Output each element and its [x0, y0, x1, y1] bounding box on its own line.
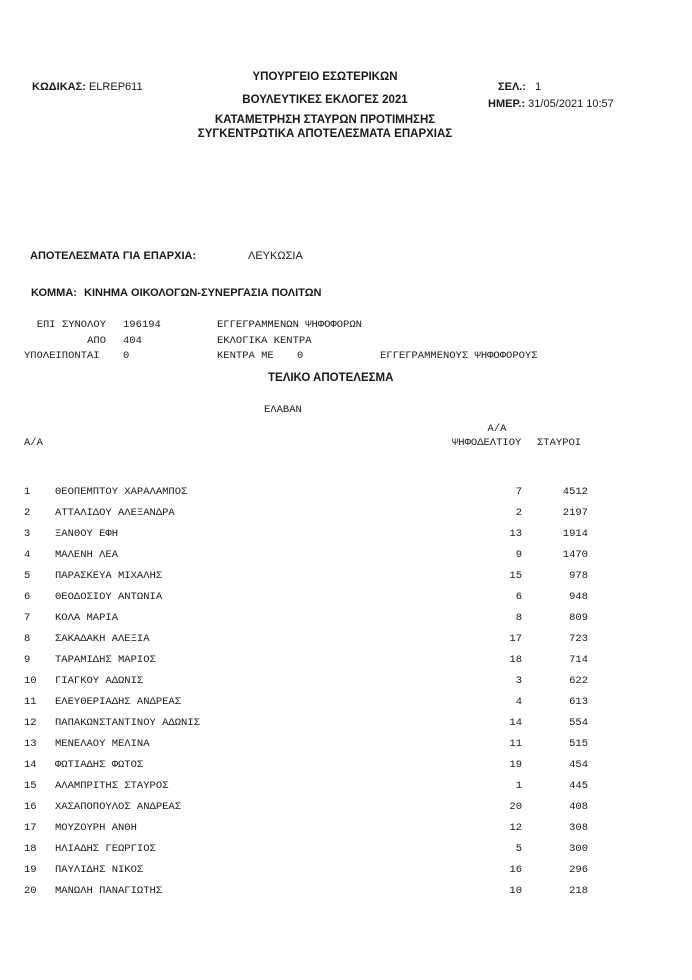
candidate-name: ΜΑΛΕΝΗ ΛΕΑ	[55, 549, 119, 561]
table-row	[0, 885, 692, 901]
date-field	[488, 98, 614, 110]
ballot-number: 12	[509, 822, 522, 834]
candidate-name: ΑΤΤΑΛΙΔΟΥ ΑΛΕΞΑΝΔΡΑ	[55, 507, 175, 519]
table-row	[0, 507, 692, 523]
code-value: ELREP611	[88, 81, 143, 93]
candidate-name: ΧΑΣΑΠΟΠΟΥΛΟΣ ΑΝΔΡΕΑΣ	[55, 801, 182, 813]
candidate-name: ΦΩΤΙΑΔΗΣ ΦΩΤΟΣ	[55, 759, 144, 771]
candidate-name: ΓΙΑΓΚΟΥ ΑΔΩΝΙΣ	[55, 675, 144, 687]
ballot-number: 4	[515, 696, 522, 708]
row-index: 16	[24, 801, 37, 813]
row-index: 12	[24, 717, 37, 729]
row-index: 15	[24, 780, 37, 792]
report-title: ΚΑΤΑΜΕΤΡΗΣΗ ΣΤΑΥΡΩΝ ΠΡΟΤΙΜΗΣΗΣ	[214, 114, 436, 126]
row-index: 20	[24, 885, 37, 897]
cross-count: 296	[569, 864, 588, 876]
candidate-name: ΚΟΛΑ ΜΑΡΙΑ	[55, 612, 119, 624]
candidate-name: ΘΕΟΔΟΣΙΟΥ ΑΝΤΩΝΙΑ	[55, 591, 163, 603]
candidate-name: ΕΛΕΥΘΕΡΙΑΔΗΣ ΑΝΔΡΕΑΣ	[55, 696, 182, 708]
table-row	[0, 801, 692, 817]
row-index: 1	[24, 486, 31, 498]
row-index: 14	[24, 759, 37, 771]
ballot-number: 6	[515, 591, 522, 603]
candidate-name: ΑΛΑΜΠΡΙΤΗΣ ΣΤΑΥΡΟΣ	[55, 780, 169, 792]
remaining-desc: ΚΕΝΤΡΑ ΜΕ	[217, 350, 274, 362]
party-value: ΚΙΝΗΜΑ ΟΙΚΟΛΟΓΩΝ-ΣΥΝΕΡΓΑΣΙΑ ΠΟΛΙΤΩΝ	[84, 287, 322, 299]
table-row	[0, 654, 692, 670]
report-subtitle: ΣΥΓΚΕΝΤΡΩΤΙΚΑ ΑΠΟΤΕΛΕΣΜΑΤΑ ΕΠΑΡΧΙΑΣ	[197, 128, 453, 140]
page-field	[498, 81, 541, 93]
received-label: ΕΛΑΒΑΝ	[264, 404, 302, 416]
ballot-number: 16	[509, 864, 522, 876]
ballot-number: 19	[509, 759, 522, 771]
remaining-label: ΥΠΟΛΕΙΠΟΝΤΑΙ	[24, 350, 100, 362]
district-label: ΑΠΟΤΕΛΕΣΜΑΤΑ ΓΙΑ ΕΠΑΡΧΙΑ:	[30, 250, 197, 262]
candidate-name: ΜΑΝΩΛΗ ΠΑΝΑΓΙΩΤΗΣ	[55, 885, 163, 897]
cross-count: 408	[569, 801, 588, 813]
row-index: 9	[24, 654, 31, 666]
date-value: 31/05/2021 10:57	[528, 98, 614, 110]
page-label: ΣΕΛ.:	[498, 81, 526, 93]
ballot-number: 1	[515, 780, 522, 792]
ballot-number: 2	[515, 507, 522, 519]
ballot-number: 13	[509, 528, 522, 540]
cross-count: 300	[569, 843, 588, 855]
table-row	[0, 549, 692, 565]
page-number: 1	[535, 81, 542, 93]
candidate-name: ΠΑΠΑΚΩΝΣΤΑΝΤΙΝΟΥ ΑΔΩΝΙΣ	[55, 717, 200, 729]
candidate-name: ΤΑΡΑΜΙΔΗΣ ΜΑΡΙΟΣ	[55, 654, 156, 666]
election-title: ΒΟΥΛΕΥΤΙΚΕΣ ΕΚΛΟΓΕΣ 2021	[242, 94, 408, 106]
cross-count: 613	[569, 696, 588, 708]
table-row	[0, 717, 692, 733]
from-label: ΑΠΟ	[87, 335, 106, 347]
candidate-name: ΜΕΝΕΛΑΟΥ ΜΕΛΙΝΑ	[55, 738, 150, 750]
cross-count: 454	[569, 759, 588, 771]
ballot-number: 20	[509, 801, 522, 813]
row-index: 5	[24, 570, 31, 582]
cross-count: 723	[569, 633, 588, 645]
ballot-number: 15	[509, 570, 522, 582]
date-label: ΗΜΕΡ.:	[488, 98, 526, 110]
col-code-top: Α/Α	[487, 423, 507, 435]
total-label: ΕΠΙ ΣΥΝΟΛΟΥ	[36, 319, 106, 331]
cross-count: 308	[569, 822, 588, 834]
cross-count: 515	[569, 738, 588, 750]
ballot-number: 17	[509, 633, 522, 645]
table-row	[0, 591, 692, 607]
candidate-name: ΣΑΚΑΔΑΚΗ ΑΛΕΞΙΑ	[55, 633, 150, 645]
ballot-number: 9	[515, 549, 522, 561]
from-value: 404	[123, 335, 142, 347]
cross-count: 218	[569, 885, 588, 897]
row-index: 8	[24, 633, 31, 645]
row-index: 4	[24, 549, 31, 561]
col-index-header: Α/Α	[24, 437, 43, 449]
district-value: ΛΕΥΚΩΣΙΑ	[248, 250, 303, 262]
cross-count: 978	[569, 570, 588, 582]
row-index: 19	[24, 864, 37, 876]
table-row	[0, 486, 692, 502]
table-row	[0, 738, 692, 754]
table-row	[0, 759, 692, 775]
ballot-number: 14	[509, 717, 522, 729]
table-row	[0, 675, 692, 691]
row-index: 3	[24, 528, 31, 540]
cross-count: 948	[569, 591, 588, 603]
table-row	[0, 843, 692, 859]
cross-count: 554	[569, 717, 588, 729]
row-index: 10	[24, 675, 37, 687]
final-result-title: ΤΕΛΙΚΟ ΑΠΟΤΕΛΕΣΜΑ	[268, 372, 394, 384]
table-row	[0, 528, 692, 544]
code-label: ΚΩΔΙΚΑΣ:	[32, 81, 86, 93]
ministry-title: ΥΠΟΥΡΓΕΙΟ ΕΣΩΤΕΡΙΚΩΝ	[252, 71, 398, 83]
table-row	[0, 696, 692, 712]
candidate-name: ΠΑΡΑΣΚΕΥΑ ΜΙΧΑΛΗΣ	[55, 570, 163, 582]
cross-count: 1470	[562, 549, 588, 561]
row-index: 17	[24, 822, 37, 834]
table-row	[0, 570, 692, 586]
ballot-number: 8	[515, 612, 522, 624]
row-index: 2	[24, 507, 31, 519]
ballot-number: 7	[515, 486, 522, 498]
row-index: 7	[24, 612, 31, 624]
table-row	[0, 822, 692, 838]
cross-count: 1914	[562, 528, 588, 540]
table-row	[0, 780, 692, 796]
table-row	[0, 864, 692, 880]
cross-count: 2197	[562, 507, 588, 519]
ballot-number: 18	[509, 654, 522, 666]
table-row	[0, 612, 692, 628]
ballot-number: 3	[515, 675, 522, 687]
row-index: 13	[24, 738, 37, 750]
candidate-name: ΠΑΥΛΙΔΗΣ ΝΙΚΟΣ	[55, 864, 144, 876]
table-row	[0, 633, 692, 649]
party-field	[31, 287, 321, 299]
row-index: 6	[24, 591, 31, 603]
ballot-number: 11	[509, 738, 522, 750]
col-code-bottom: ΨΗΦΟΔΕΛΤΙΟΥ	[452, 437, 522, 449]
ballot-number: 5	[515, 843, 522, 855]
ballot-number: 10	[509, 885, 522, 897]
remaining-value2: 0	[297, 350, 304, 362]
cross-count: 4512	[562, 486, 588, 498]
candidate-name: ΜΟΥΖΟΥΡΗ ΑΝΘΗ	[55, 822, 137, 834]
cross-count: 445	[569, 780, 588, 792]
col-count-header: ΣΤΑΥΡΟΙ	[537, 437, 582, 449]
from-desc: ΕΚΛΟΓΙΚΑ ΚΕΝΤΡΑ	[217, 335, 312, 347]
row-index: 11	[24, 696, 37, 708]
row-index: 18	[24, 843, 37, 855]
candidate-name: ΞΑΝΘΟΥ ΕΦΗ	[55, 528, 119, 540]
candidate-name: ΘΕΟΠΕΜΠΤΟΥ ΧΑΡΑΛΑΜΠΟΣ	[55, 486, 188, 498]
total-value: 196194	[123, 319, 161, 331]
remaining-desc2: ΕΓΓΕΓΡΑΜΜΕΝΟΥΣ ΨΗΦΟΦΟΡΟΥΣ	[380, 350, 538, 362]
total-desc: ΕΓΓΕΓΡΑΜΜΕΝΩΝ ΨΗΦΟΦΟΡΩΝ	[217, 319, 362, 331]
cross-count: 809	[569, 612, 588, 624]
cross-count: 714	[569, 654, 588, 666]
candidate-name: ΗΛΙΑΔΗΣ ΓΕΩΡΓΙΟΣ	[55, 843, 156, 855]
remaining-value: 0	[123, 350, 130, 362]
party-label: ΚΟΜΜΑ:	[31, 287, 77, 299]
cross-count: 622	[569, 675, 588, 687]
